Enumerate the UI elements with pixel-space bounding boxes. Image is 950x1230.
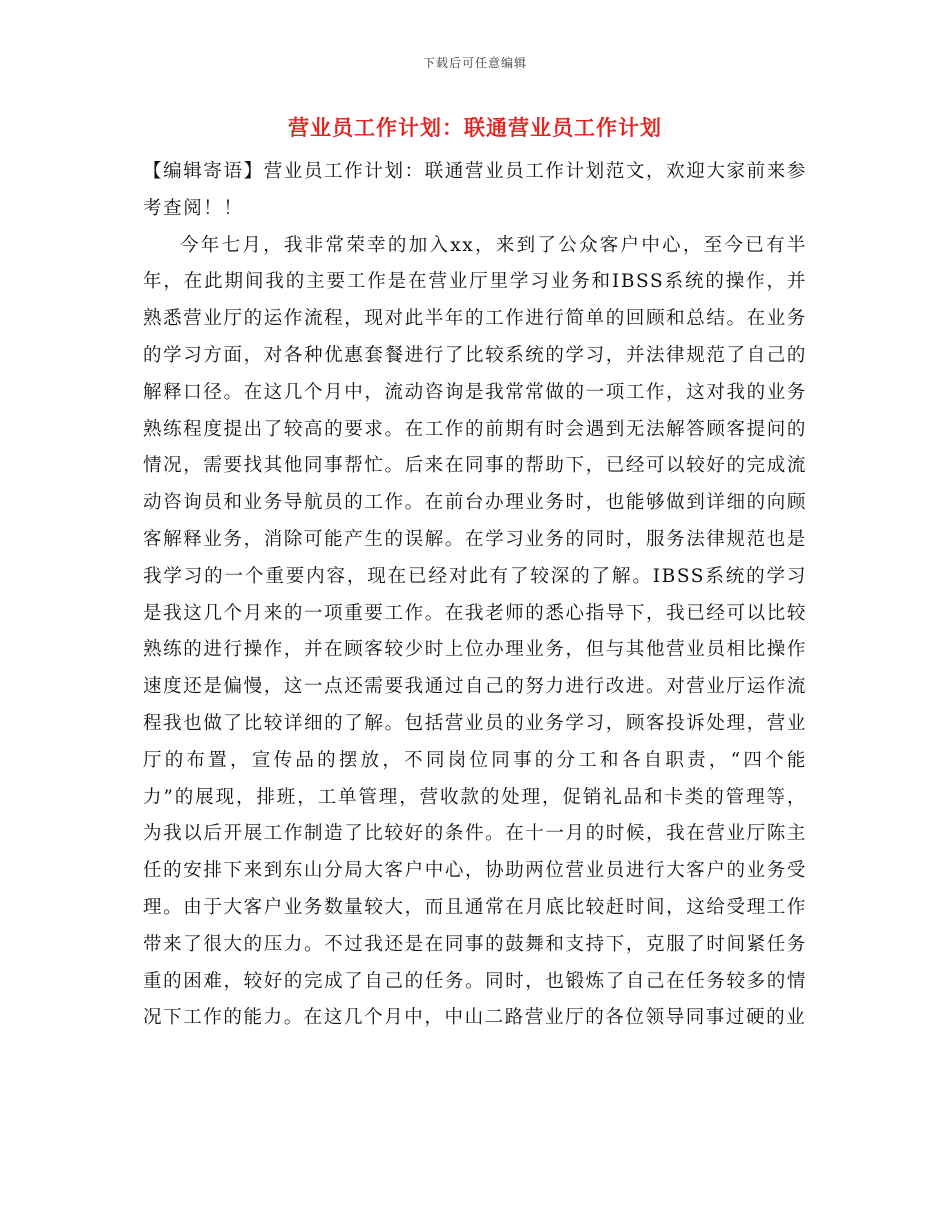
document-body xyxy=(143,154,807,1037)
document-title: 营业员工作计划：联通营业员工作计划 xyxy=(288,115,662,140)
editor-note-paragraph: 【编辑寄语】营业员工作计划：联通营业员工作计划范文，欢迎大家前来参考查阅！！ xyxy=(143,161,807,219)
header-note: 下载后可任意编辑 xyxy=(422,56,527,70)
body-paragraph: 今年七月，我非常荣幸的加入xx，来到了公众客户中心，至今已有半年，在此期间我的主要工作是在营业厅里学习业务和IBSS系统的操作，并熟悉营业厅的运作流程，现对此半年的工作进行简单的回顾和总结。在业务的学习方面，对各种优惠套餐进行了比较系统的学习，并法律规范了自己的解释口径。在这几个月中，流动咨询是我常常做的一项工作，这对我的业务熟练程度提出了较高的要求。在工作的前期有时会遇到无法解答顾客提问的情况，需要找其他同事帮忙。后来在同事的帮助下，已经可以较好的完成流动咨询员和业务导航员的工作。在前台办理业务时，也能够做到详细的向顾客解释业务，消除可能产生的误解。在学习业务的同时，服务法律规范也是我学习的一个重要内容，现在已经对此有了较深的了解。IBSS系统的学习是我这几个月来的一项重要工作。在我老师的悉心指导下，我已经可以比较熟练的进行操作，并在顾客较少时上位办理业务，但与其他营业员相比操作速度还是偏慢，这一点还需要我通过自己的努力进行改进。对营业厅运作流程我也做了比较详细的了解。包括营业员的业务学习，顾客投诉处理，营业厅的布置，宣传品的摆放，不同岗位同事的分工和各自职责，“四个能力”的展现，排班，工单管理，营收款的处理，促销礼品和卡类的管理等，为我以后开展工作制造了比较好的条件。在十一月的时候，我在营业厅陈主任的安排下来到东山分局大客户中心，协助两位营业员进行大客户的业务受理。由于大客户业务数量较大，而且通常在月底比较赶时间，这给受理工作带来了很大的压力。不过我还是在同事的鼓舞和支持下，克服了时间紧任务重的困难，较好的完成了自己的任务。同时，也锻炼了自己在任务较多的情况下工作的能力。在这几个月中，中山二路营业厅的各位领导同事过硬的业 xyxy=(143,234,807,1029)
